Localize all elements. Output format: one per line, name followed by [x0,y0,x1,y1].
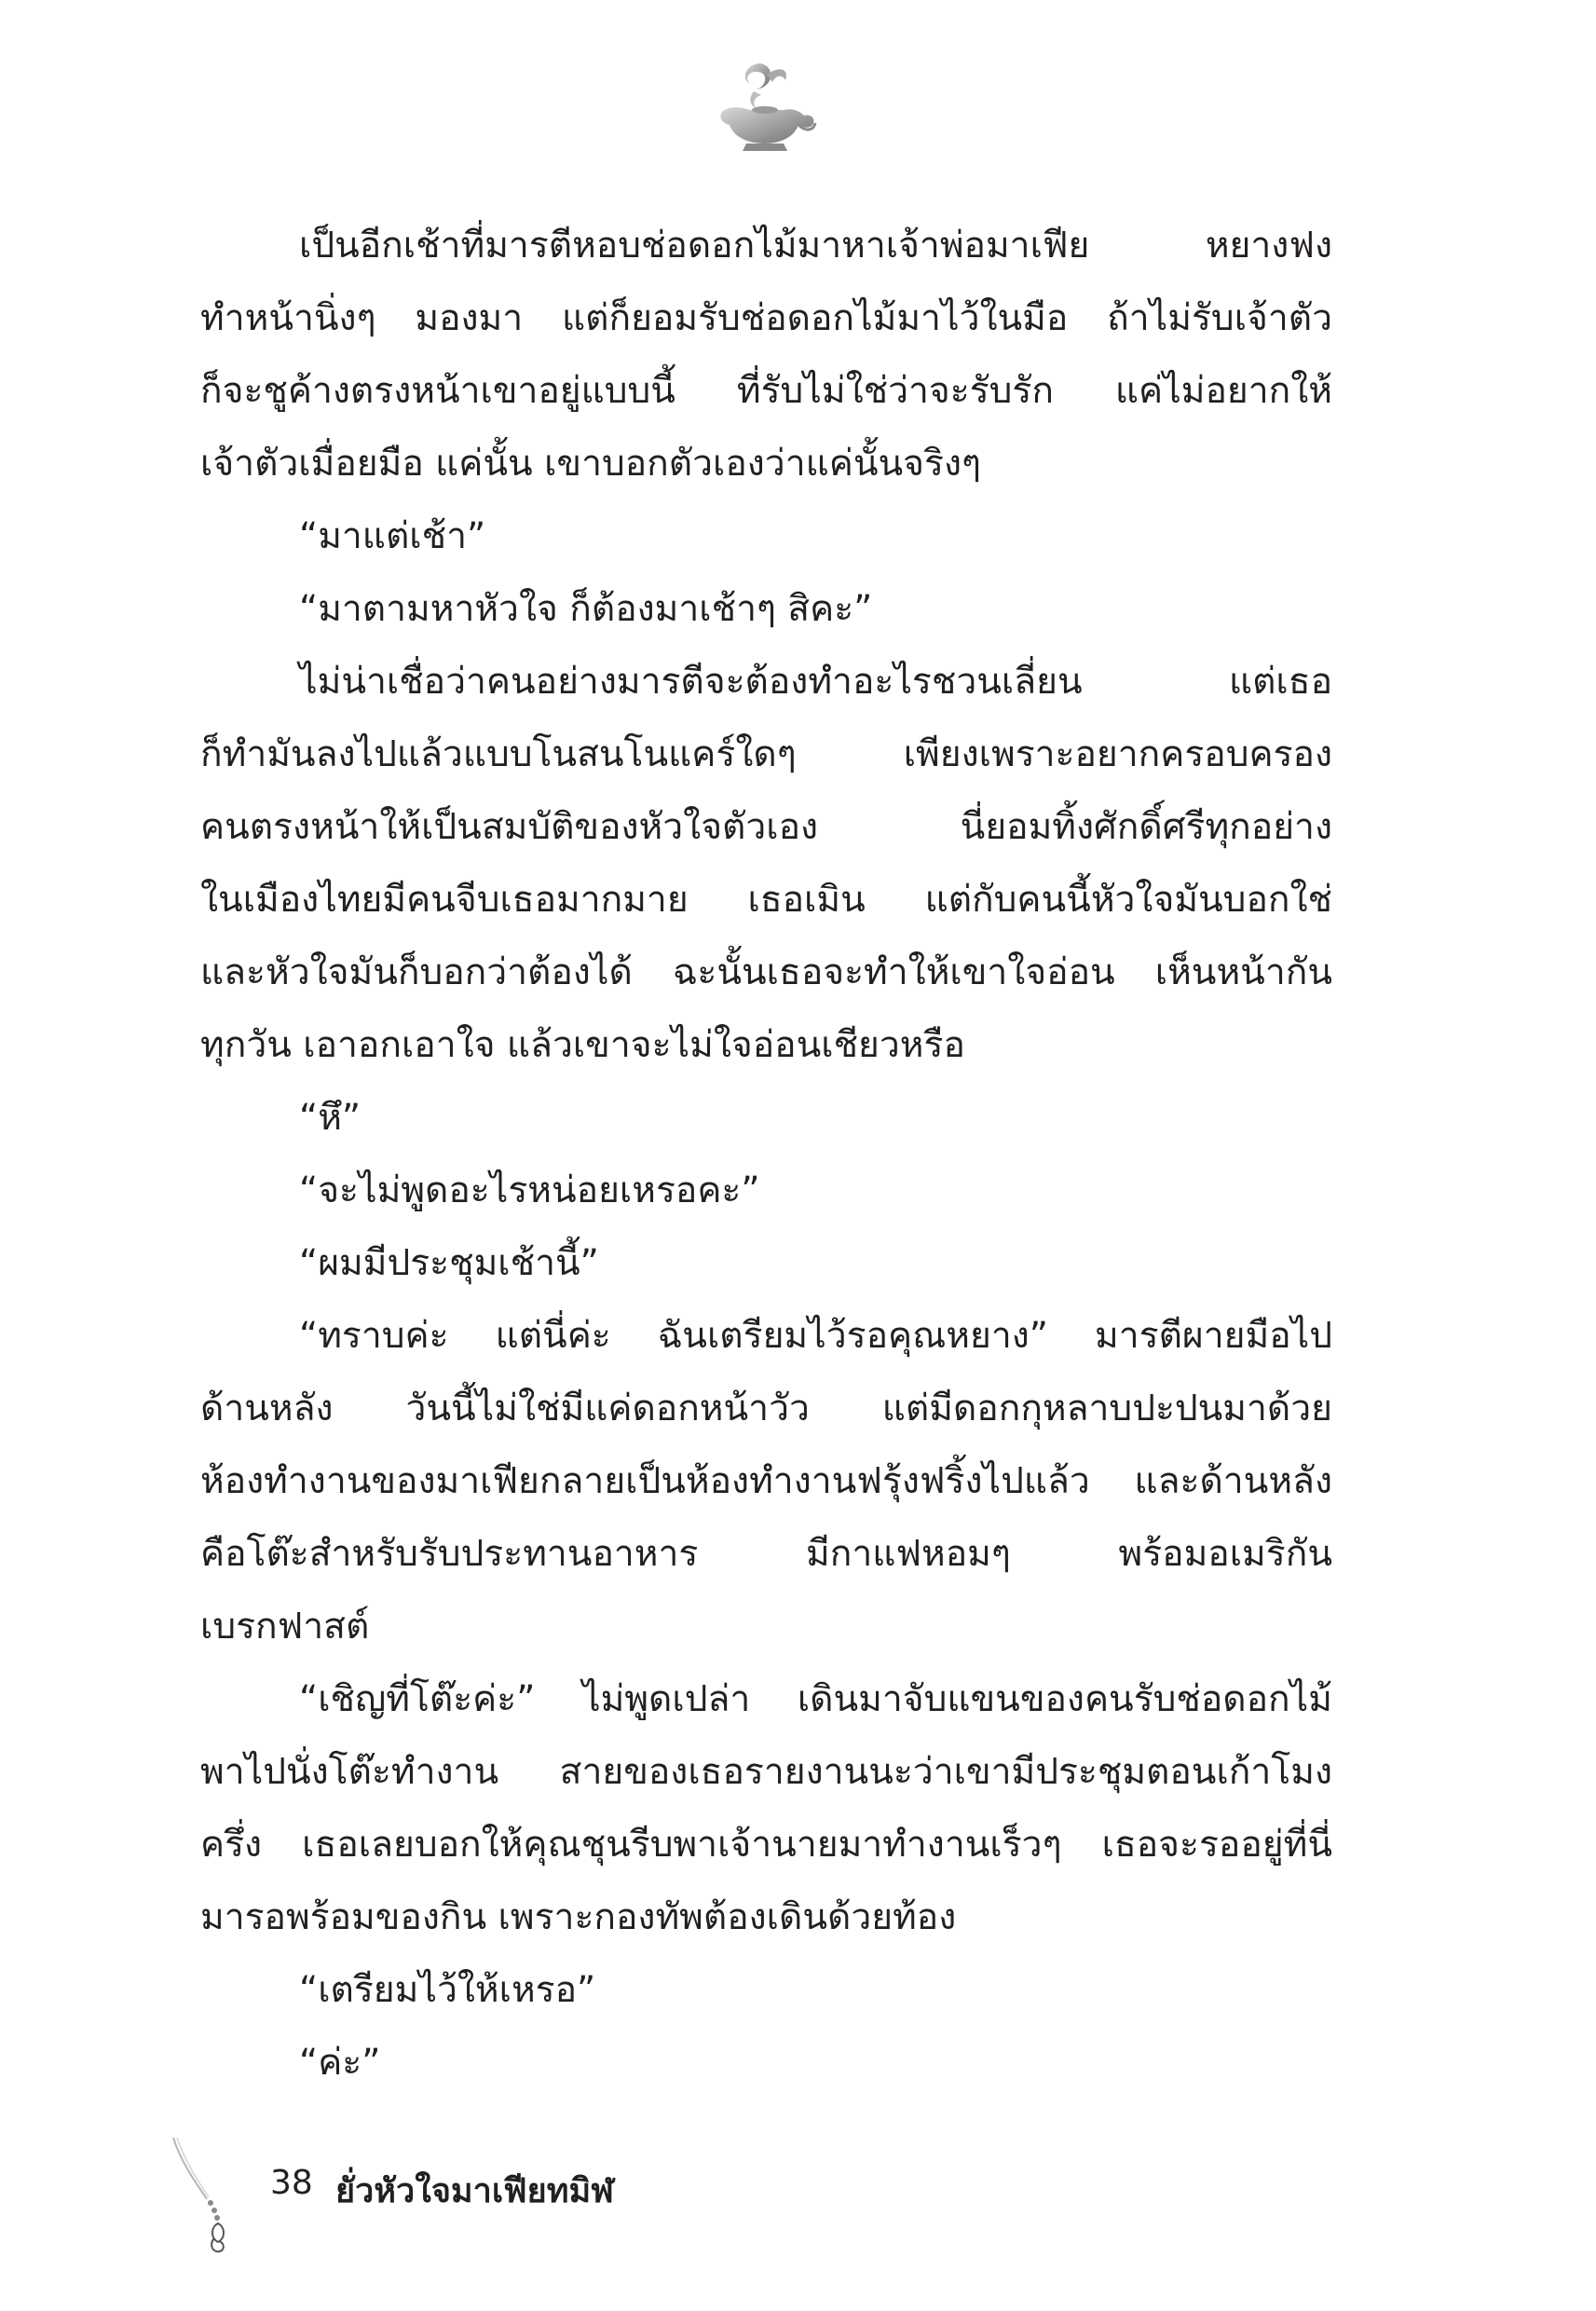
text-line: ห้องทำงานของมาเฟียกลายเป็นห้องทำงานฟรุ้งฟริ้งไปแล้ว และด้านหลัง [200,1460,1332,1502]
text-line: ทุกวัน เอาอกเอาใจ แล้วเขาจะไม่ใจอ่อนเชียวหรือ [200,1024,965,1066]
text-line: พาไปนั่งโต๊ะทำงาน สายของเธอรายงานนะว่าเขามีประชุมตอนเก้าโมง [200,1751,1332,1793]
text-line: และหัวใจมันก็บอกว่าต้องได้ ฉะนั้นเธอจะทำให้เขาใจอ่อน เห็นหน้ากัน [200,951,1332,993]
body-text [200,210,1332,2099]
text-line: ไม่น่าเชื่อว่าคนอย่างมารตีจะต้องทำอะไรชวนเลี่ยน แต่เธอ [299,661,1332,703]
text-line: “หึ” [299,1097,361,1139]
text-line: “ค่ะ” [299,2042,381,2084]
text-line: “ทราบค่ะ แต่นี่ค่ะ ฉันเตรียมไว้รอคุณหยาง” มารตีผายมือไป [299,1315,1332,1357]
text-line: ในเมืองไทยมีคนจีบเธอมากมาย เธอเมิน แต่กับคนนี้หัวใจมันบอกใช่ [200,879,1332,921]
text-line: ทำหน้านิ่งๆ มองมา แต่ก็ยอมรับช่อดอกไม้มาไว้ในมือ ถ้าไม่รับเจ้าตัว [200,297,1332,339]
text-line: “เชิญที่โต๊ะค่ะ” ไม่พูดเปล่า เดินมาจับแขนของคนรับช่อดอกไม้ [299,1678,1332,1720]
text-line: คือโต๊ะสำหรับรับประทานอาหาร มีกาแฟหอมๆ พร้อมอเมริกัน [200,1533,1332,1575]
text-line: “มาแต่เช้า” [299,515,486,557]
text-line: ก็ทำมันลงไปแล้วแบบโนสนโนแคร์ใดๆ เพียงเพราะอยากครอบครอง [200,733,1332,775]
text-line: คนตรงหน้าให้เป็นสมบัติของหัวใจตัวเอง นี่ยอมทิ้งศักดิ์ศรีทุกอย่าง [200,806,1332,848]
text-line: เบรกฟาสต์ [200,1606,370,1648]
text-line: เจ้าตัวเมื่อยมือ แค่นั้น เขาบอกตัวเองว่าแค่นั้นจริงๆ [200,443,981,485]
text-line: มารอพร้อมของกิน เพราะกองทัพต้องเดินด้วยท้อง [200,1896,957,1938]
page-footer [168,2134,913,2264]
lamp-ornament-icon [694,56,825,158]
text-line: ก็จะชูค้างตรงหน้าเขาอยู่แบบนี้ ที่รับไม่ใช่ว่าจะรับรัก แค่ไม่อยากให้ [200,370,1332,412]
text-line: เป็นอีกเช้าที่มารตีหอบช่อดอกไม้มาหาเจ้าพ่อมาเฟีย หยางฟง [299,225,1332,267]
text-line: “มาตามหาหัวใจ ก็ต้องมาเช้าๆ สิคะ” [299,588,873,630]
pendant-ornament-icon [168,2134,252,2260]
text-line: “จะไม่พูดอะไรหน่อยเหรอคะ” [299,1169,760,1211]
page-number: 38 [270,2164,313,2202]
text-line: ด้านหลัง วันนี้ไม่ใช่มีแค่ดอกหน้าวัว แต่มีดอกกุหลาบปะปนมาด้วย [200,1388,1332,1429]
text-line: ครึ่ง เธอเลยบอกให้คุณชุนรีบพาเจ้านายมาทำงานเร็วๆ เธอจะรออยู่ที่นี่ [200,1824,1332,1866]
text-line: “ผมมีประชุมเช้านี้” [299,1242,599,1284]
book-title: ยั่วหัวใจมาเฟียทมิฬ [335,2172,614,2210]
text-line: “เตรียมไว้ให้เหรอ” [299,1969,596,2011]
